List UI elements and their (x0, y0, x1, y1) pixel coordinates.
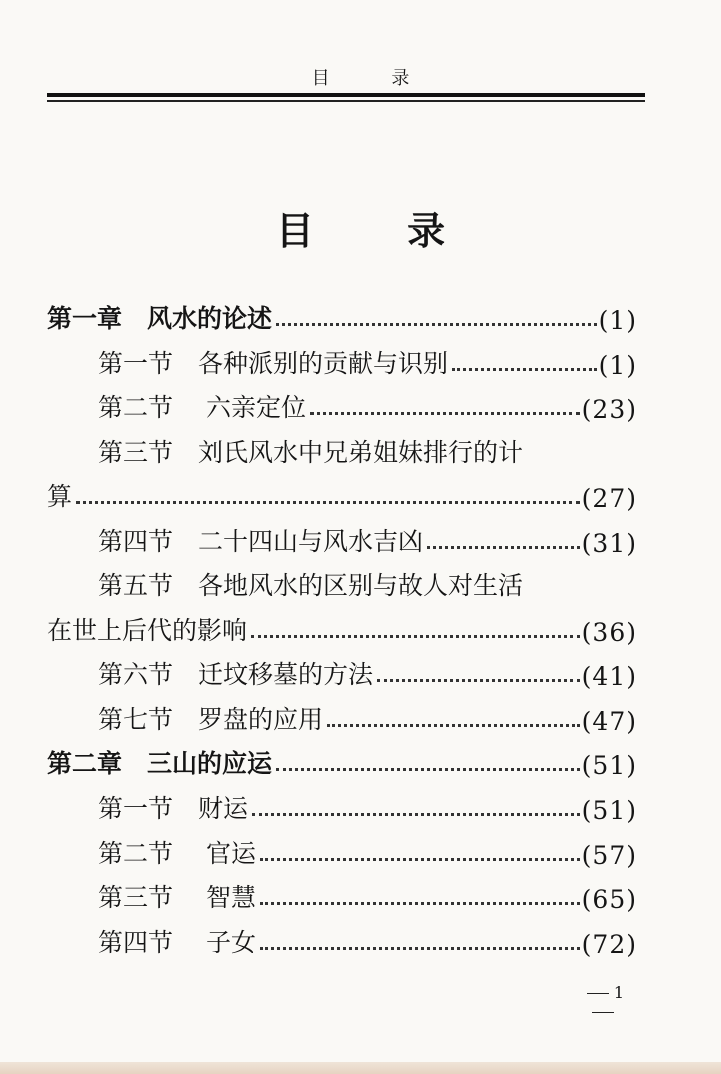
toc-page-number: (72) (581, 930, 637, 959)
toc-page-number: (36) (581, 618, 637, 647)
toc-entry-section-1-4[interactable] (98, 518, 637, 558)
toc-entry-section-1-1[interactable] (98, 340, 637, 380)
header-rule-thick (47, 93, 645, 97)
toc-entry-section-1-3-line1[interactable] (98, 429, 639, 469)
header-rule-thin (47, 100, 645, 102)
toc-entry-title: 在世上后代的影响 (47, 616, 248, 645)
dot-leader (276, 322, 597, 326)
toc-entry-title: 第三节 刘氏风水中兄弟姐妹排行的计 (98, 438, 524, 467)
toc-entry-title: 第四节 二十四山与风水吉凶 (98, 527, 424, 556)
toc-entry-section-1-7[interactable] (98, 696, 637, 736)
page-number-footer: 1 (568, 983, 638, 1021)
toc-entry-title: 第一章 风水的论述 (47, 304, 273, 333)
toc-entry-title: 第二节 六亲定位 (98, 393, 306, 422)
toc-entry-title: 第一节 财运 (98, 794, 249, 823)
toc-page-number: (57) (581, 841, 637, 870)
toc-entry-title: 第三节 智慧 (98, 883, 256, 912)
toc-entry-chapter-2[interactable] (47, 740, 637, 780)
dot-leader (427, 545, 580, 549)
dot-leader (252, 812, 580, 816)
dot-leader (310, 411, 580, 415)
dot-leader (260, 946, 580, 950)
page-title: 目 录 (275, 209, 486, 253)
toc-page-number: (51) (581, 796, 637, 825)
toc-entry-title: 第二章 三山的应运 (47, 749, 273, 778)
toc-entry-title: 第七节 罗盘的应用 (98, 705, 324, 734)
toc-entry-title: 第一节 各种派别的贡献与识别 (98, 349, 449, 378)
toc-entry-title: 第四节 子女 (98, 928, 256, 957)
toc-entry-section-1-3[interactable] (47, 473, 637, 513)
toc-page-number: (1) (598, 351, 637, 380)
dot-leader (260, 857, 580, 861)
dot-leader (452, 367, 597, 371)
dot-leader (76, 500, 580, 504)
toc-entry-title: 算 (47, 482, 73, 511)
dot-leader (260, 901, 580, 905)
toc-page-number: (23) (581, 395, 637, 424)
toc-page-number: (1) (598, 306, 637, 335)
toc-page-number: (41) (581, 662, 637, 691)
toc-entry-section-1-2[interactable] (98, 384, 637, 424)
toc-page-number: (47) (581, 707, 637, 736)
toc-page-number: (65) (581, 885, 637, 914)
toc-entry-section-2-1[interactable] (98, 785, 637, 825)
toc-page-number: (27) (581, 484, 637, 513)
toc-page-number: (51) (581, 751, 637, 780)
dot-leader (276, 767, 580, 771)
toc-entry-section-1-6[interactable] (98, 651, 637, 691)
dot-leader (251, 634, 580, 638)
toc-entry-title: 第六节 迁坟移墓的方法 (98, 660, 374, 689)
page-edge (0, 1062, 721, 1074)
toc-entry-section-2-2[interactable] (98, 830, 637, 870)
dot-leader (377, 678, 580, 682)
toc-entry-section-2-3[interactable] (98, 874, 637, 914)
toc-entry-title: 第五节 各地风水的区别与故人对生活 (98, 571, 524, 600)
toc-entry-section-1-5[interactable] (47, 607, 637, 647)
running-head: 目 录 (311, 68, 438, 89)
toc-entry-section-2-4[interactable] (98, 919, 637, 959)
toc-page-number: (31) (581, 529, 637, 558)
toc-entry-section-1-5-line1[interactable] (98, 562, 639, 602)
toc-entry-chapter-1[interactable] (47, 295, 637, 335)
dot-leader (327, 723, 580, 727)
toc-entry-title: 第二节 官运 (98, 839, 256, 868)
